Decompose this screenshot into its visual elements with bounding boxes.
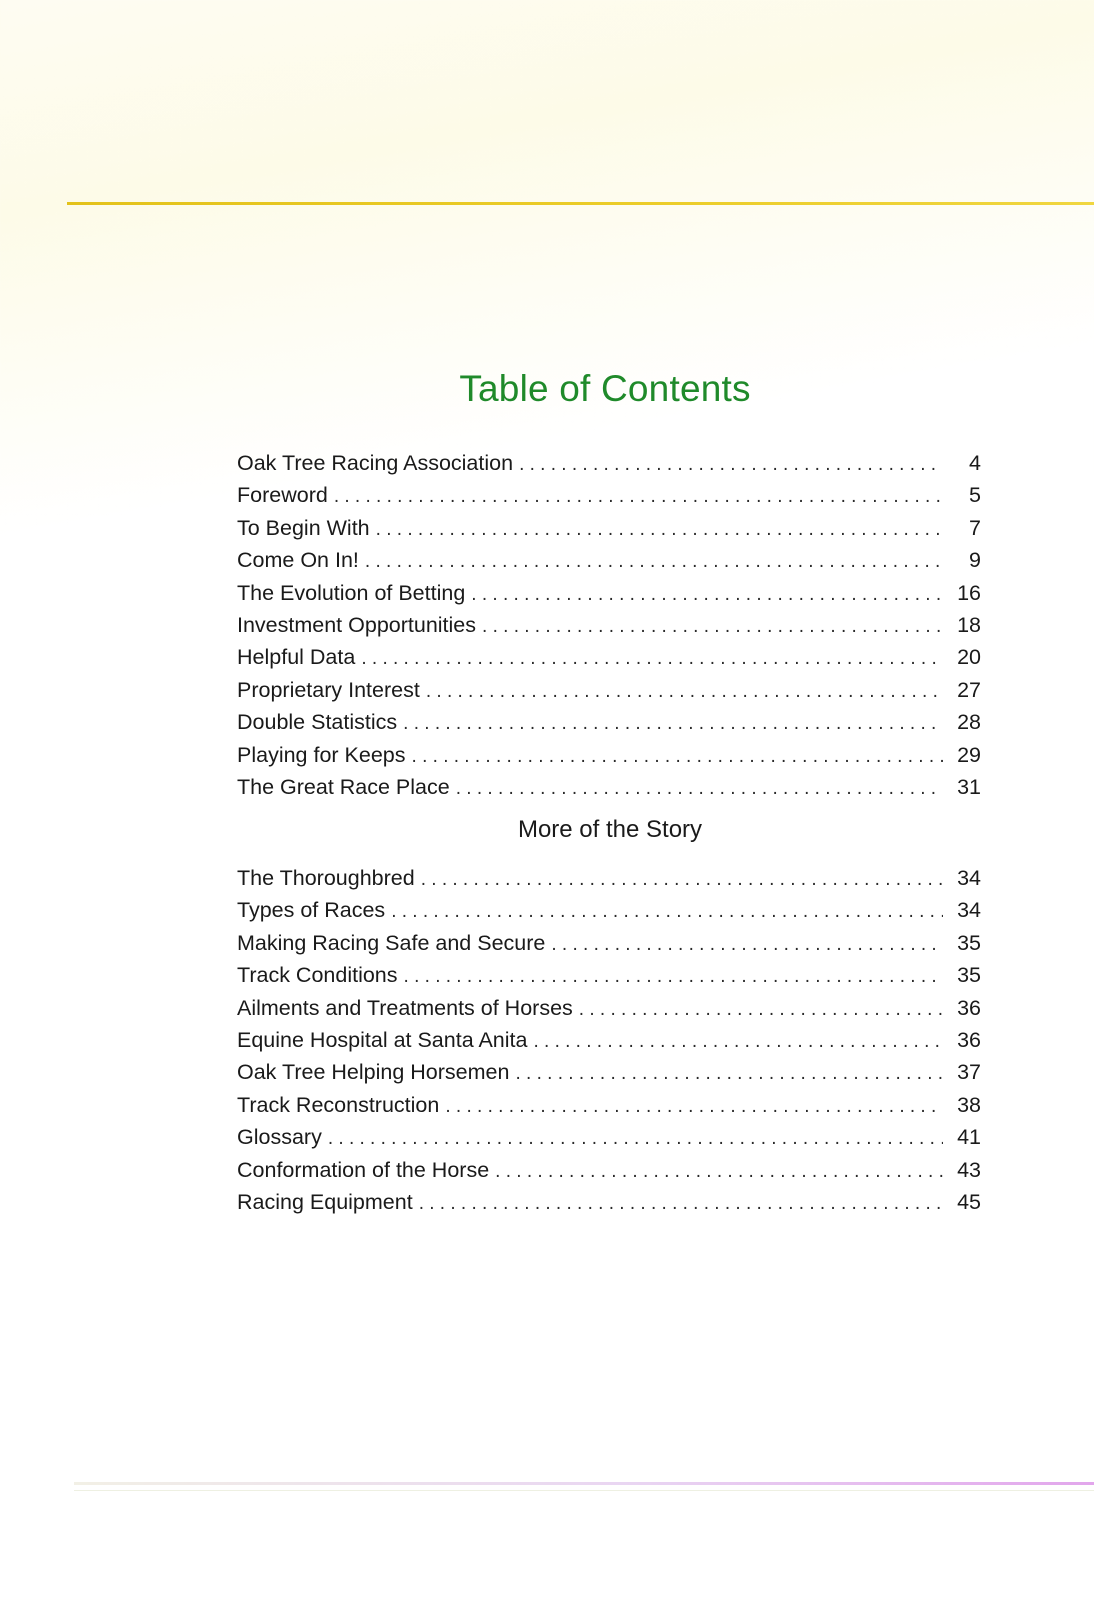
toc-entry[interactable]: [237, 479, 981, 511]
dot-leader: [495, 1156, 943, 1188]
toc-entry-label: Double Statistics: [237, 710, 398, 735]
toc-entry-page: 36: [957, 1027, 981, 1052]
toc-entry[interactable]: [237, 959, 981, 991]
page-title: Table of Contents: [459, 368, 751, 409]
toc-list-more: [237, 862, 981, 1218]
toc-entry-page: 9: [969, 548, 981, 573]
toc-entry[interactable]: [237, 1056, 981, 1088]
toc-entry[interactable]: [237, 512, 981, 544]
toc-entry-page: 18: [957, 612, 981, 637]
toc-entry-label: Playing for Keeps: [237, 742, 406, 767]
dot-leader: [579, 994, 943, 1026]
toc-entry-page: 35: [957, 963, 981, 988]
toc-entry-page: 37: [957, 1060, 981, 1085]
toc-entry-page: 4: [969, 451, 981, 475]
toc-entry-page: 36: [957, 995, 981, 1020]
dot-leader: [334, 481, 943, 513]
toc-entry[interactable]: [237, 927, 981, 959]
toc-entry-page: 34: [957, 898, 981, 923]
toc-entry[interactable]: [237, 1121, 981, 1153]
toc-entry-label: Types of Races: [237, 898, 386, 923]
dot-leader: [403, 708, 943, 740]
toc-entry-label: Track Reconstruction: [237, 1092, 440, 1117]
dot-leader: [376, 514, 943, 546]
dot-leader: [412, 741, 943, 773]
toc-entry-label: Oak Tree Racing Association: [237, 451, 514, 475]
toc-entry-label: Come On In!: [237, 548, 359, 573]
toc-entry[interactable]: [237, 447, 981, 479]
toc-entry-page: 20: [957, 645, 981, 670]
dot-leader: [421, 864, 943, 896]
toc-entry-label: To Begin With: [237, 515, 370, 540]
toc-entry[interactable]: [237, 674, 981, 706]
dot-leader: [426, 676, 943, 708]
toc-entry-page: 31: [957, 774, 981, 799]
toc-entry-label: Conformation of the Horse: [237, 1157, 490, 1182]
top-rule: [67, 202, 1094, 205]
dot-leader: [471, 579, 943, 611]
toc-entry[interactable]: [237, 641, 981, 673]
toc-entry-page: 41: [957, 1125, 981, 1150]
toc-entry-label: Helpful Data: [237, 645, 356, 670]
toc-entry[interactable]: [237, 1154, 981, 1186]
toc-entry[interactable]: [237, 577, 981, 609]
toc-entry[interactable]: [237, 1186, 981, 1218]
toc-entry-label: Oak Tree Helping Horsemen: [237, 1060, 510, 1085]
toc-entry[interactable]: [237, 894, 981, 926]
toc-entry[interactable]: [237, 544, 981, 576]
bottom-rule: [74, 1482, 1094, 1485]
bottom-rule-thin: [74, 1490, 1094, 1491]
toc-entry-page: 27: [957, 677, 981, 702]
toc-entry-label: Proprietary Interest: [237, 677, 420, 702]
toc-entry-page: 35: [957, 930, 981, 955]
dot-leader: [519, 449, 943, 481]
dot-leader: [515, 1058, 943, 1090]
toc-entry-label: Foreword: [237, 483, 328, 508]
dot-leader: [445, 1091, 943, 1123]
toc-entry-page: 7: [969, 515, 981, 540]
toc-entry-label: Equine Hospital at Santa Anita: [237, 1027, 528, 1052]
toc-entry-page: 43: [957, 1157, 981, 1182]
dot-leader: [419, 1188, 943, 1220]
dot-leader: [482, 611, 943, 643]
toc-entry-page: 16: [957, 580, 981, 605]
toc-entry[interactable]: [237, 1089, 981, 1121]
toc-entry[interactable]: [237, 739, 981, 771]
toc-entry[interactable]: [237, 862, 981, 894]
dot-leader: [551, 929, 943, 961]
toc-entry[interactable]: [237, 992, 981, 1024]
toc-entry-label: Ailments and Treatments of Horses: [237, 995, 573, 1020]
dot-leader: [361, 643, 943, 675]
dot-leader: [365, 546, 943, 578]
toc-entry-label: Glossary: [237, 1125, 322, 1150]
toc-entry[interactable]: [237, 771, 981, 803]
toc-entry-label: The Thoroughbred: [237, 866, 415, 890]
toc-entry-page: 29: [957, 742, 981, 767]
toc-list-main: [237, 447, 981, 803]
dot-leader: [456, 773, 943, 805]
toc-entry-page: 34: [957, 866, 981, 890]
toc-entry-page: 38: [957, 1092, 981, 1117]
toc-entry[interactable]: [237, 609, 981, 641]
dot-leader: [404, 961, 943, 993]
dot-leader: [328, 1123, 943, 1155]
toc-entry-label: Racing Equipment: [237, 1189, 413, 1214]
toc-entry[interactable]: [237, 706, 981, 738]
toc-entry-label: Making Racing Safe and Secure: [237, 930, 546, 955]
toc-entry-page: 5: [969, 483, 981, 508]
toc-entry-label: Track Conditions: [237, 963, 398, 988]
toc-entry-label: Investment Opportunities: [237, 612, 477, 637]
toc-entry[interactable]: [237, 1024, 981, 1056]
section-heading: More of the Story: [517, 816, 703, 843]
toc-entry-label: The Great Race Place: [237, 774, 450, 799]
dot-leader: [533, 1026, 943, 1058]
toc-entry-page: 45: [957, 1189, 981, 1214]
toc-entry-label: The Evolution of Betting: [237, 580, 466, 605]
toc-entry-page: 28: [957, 710, 981, 735]
dot-leader: [391, 896, 943, 928]
